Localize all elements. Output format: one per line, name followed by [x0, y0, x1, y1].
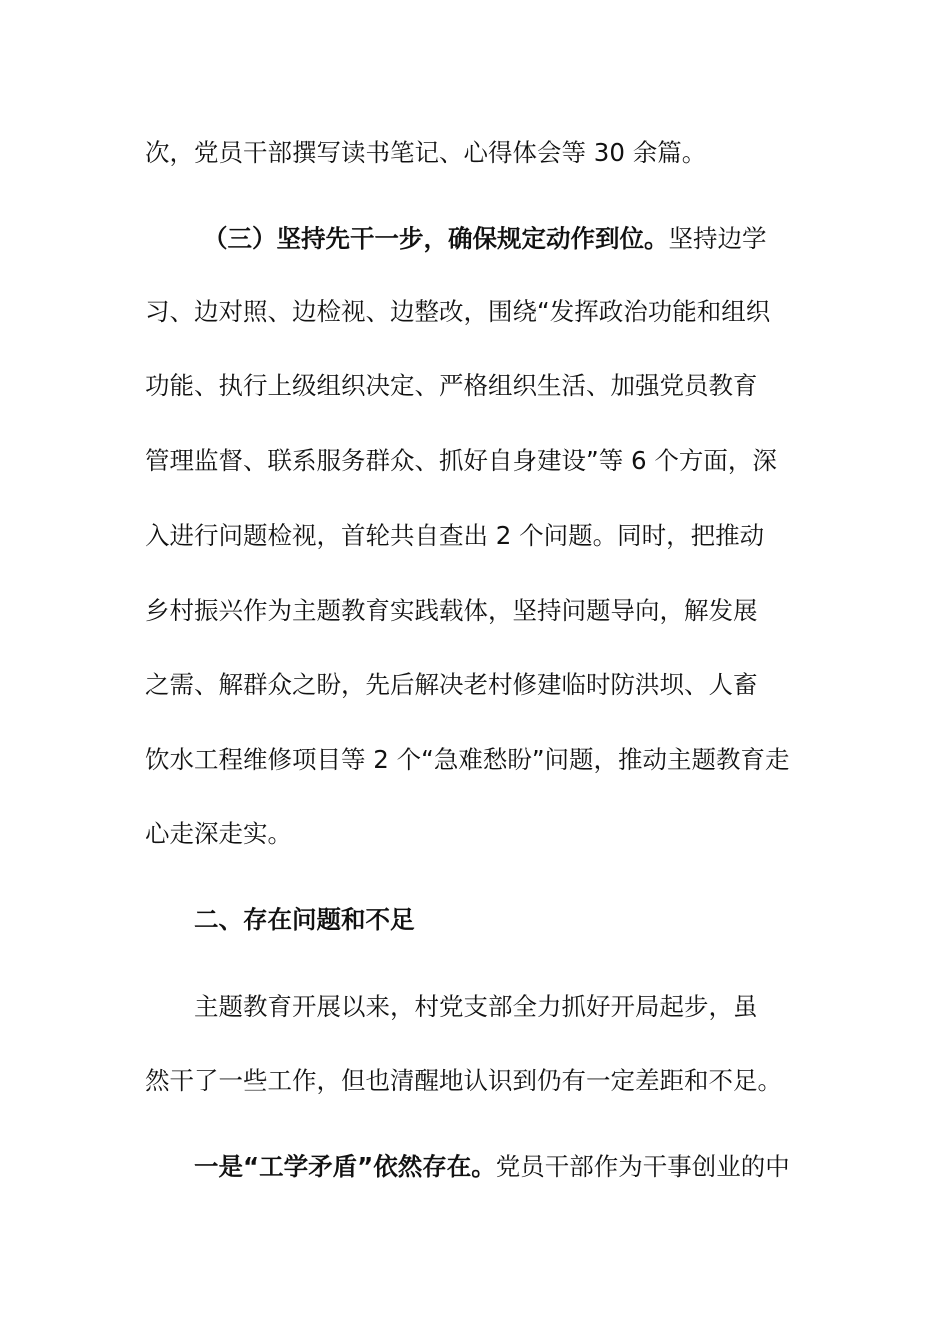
paragraph-line: [203, 222, 767, 256]
paragraph-line: 心走深走实。: [145, 819, 292, 848]
section-heading: 二、存在问题和不足: [194, 905, 415, 934]
paragraph-text: 坚持边学: [668, 224, 767, 253]
paragraph-line: 乡村振兴作为主题教育实践载体，坚持问题导向，解发展: [145, 596, 758, 625]
point-heading: 一是“工学矛盾”依然存在。: [194, 1152, 496, 1181]
paragraph-text: 党员干部作为干事创业的中: [495, 1152, 790, 1181]
paragraph-line: 然干了一些工作，但也清醒地认识到仍有一定差距和不足。: [145, 1066, 782, 1095]
paragraph-line: 功能、执行上级组织决定、严格组织生活、加强党员教育: [145, 371, 758, 400]
subsection-heading: （三）坚持先干一步，确保规定动作到位。: [203, 224, 669, 253]
paragraph-line: 之需、解群众之盼，先后解决老村修建临时防洪坝、人畜: [145, 670, 758, 699]
paragraph-line: 管理监督、联系服务群众、抓好自身建设”等 6 个方面，深: [145, 446, 777, 475]
paragraph-line: 次，党员干部撰写读书笔记、心得体会等 30 余篇。: [145, 138, 707, 167]
paragraph-line: 饮水工程维修项目等 2 个“急难愁盼”问题，推动主题教育走: [145, 745, 790, 774]
paragraph-line: [194, 1150, 790, 1184]
paragraph-line: 习、边对照、边检视、边整改，围绕“发挥政治功能和组织: [145, 297, 771, 326]
paragraph-line: 入进行问题检视，首轮共自查出 2 个问题。同时，把推动: [145, 521, 765, 550]
paragraph-line: 主题教育开展以来，村党支部全力抓好开局起步，虽: [194, 992, 758, 1021]
